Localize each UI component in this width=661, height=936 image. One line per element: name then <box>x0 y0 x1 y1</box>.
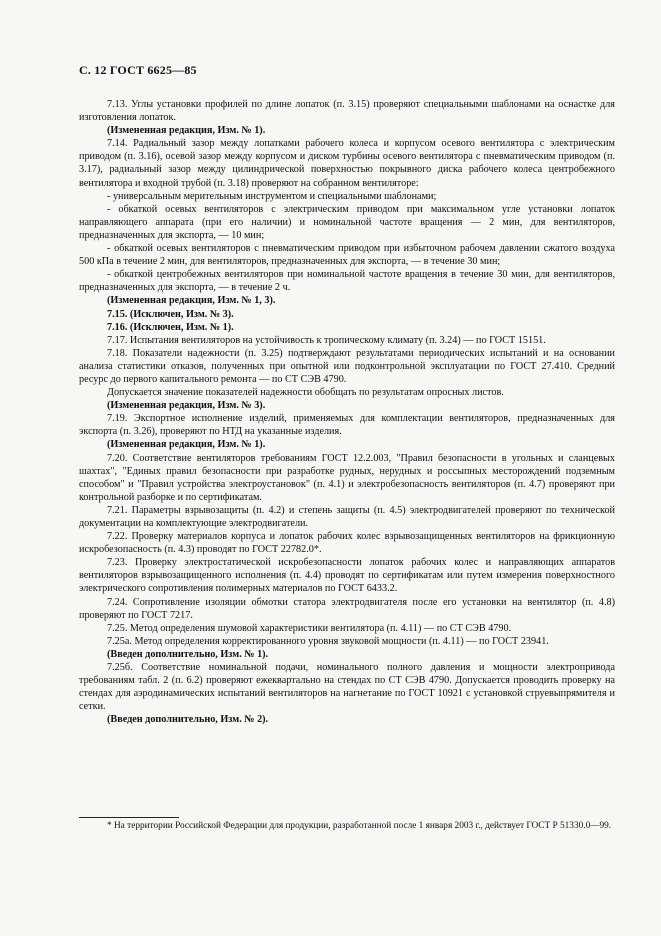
paragraph: 7.21. Параметры взрывозащиты (п. 4.2) и степень защиты (п. 4.5) электродвигателей проверяют по технической документации на комплектующие электродвигатели. <box>79 504 615 529</box>
paragraph: 7.23. Проверку электростатической искробезопасности лопаток рабочих колес и направляющих аппаратов вентиляторов взрывозащищенного исполнения (п. 4.4) проводят по сертификатам или путем измерения поверхностного электрического сопротивления полимерных материалов по ГОСТ 6433.2. <box>79 557 615 595</box>
paragraph: - обкаткой центробежных вентиляторов при номинальной частоте вращения в течение 30 мин, для вентиляторов, предназначенных для экспорта, — в течение 2 ч. <box>79 269 615 294</box>
amendment-note: (Введен дополнительно, Изм. № 1). <box>107 648 269 660</box>
paragraph: 7.14. Радиальный зазор между лопатками рабочего колеса и корпусом осевого вентилятора с электрическим приводом (п. 3.16), осевой зазор между корпусом и диском турбины осевого вентилятора с пневматическим приводом (п. 3.17), радиальный зазор между цилиндрической поверхностью покрывного диска рабочего колеса центробежного вентилятора и входной трубой (п. 3.18) проверяют на собранном вентиляторе: <box>79 138 615 189</box>
paragraph: 7.25б. Соответствие номинальной подачи, номинального полного давления и мощности электропривода требованиям табл. 2 (п. 6.2) проверяют ежеквартально на стендах по СТ СЭВ 4790. Допускается проводить проверку на стендах для аэродинамических испытаний вентиляторов на нагнетание по ГОСТ 10921 с установкой струевыпрямителя и сетки. <box>79 662 615 713</box>
paragraph: - обкаткой осевых вентиляторов с пневматическим приводом при избыточном рабочем давлении сжатого воздуха 500 кПа в течение 2 мин, для вентиляторов, предназначенных для экспорта, — в течение 30 мин; <box>79 243 615 268</box>
amendment-note: 7.15. (Исключен, Изм. № 3). <box>107 308 234 320</box>
paragraph: 7.18. Показатели надежности (п. 3.25) подтверждают результатами периодических испытаний и на основании анализа статистики отказов, полученных при опытной или подконтрольной эксплуатации по ГОСТ 27.410. Средний ресурс до первого капитального ремонта — по СТ СЭВ 4790. <box>79 347 615 385</box>
amendment-note: 7.16. (Исключен, Изм. № 1). <box>107 321 234 333</box>
page-header: С. 12 ГОСТ 6625—85 <box>79 63 197 77</box>
amendment-note: (Измененная редакция, Изм. № 3). <box>107 400 266 412</box>
document-body <box>79 98 615 727</box>
amendment-note: (Измененная редакция, Изм. № 1). <box>107 125 266 137</box>
amendment-note: (Измененная редакция, Изм. № 1, 3). <box>107 295 276 307</box>
paragraph: 7.25а. Метод определения корректированного уровня звуковой мощности (п. 4.11) — по ГОСТ 23941. <box>107 635 549 647</box>
paragraph: - универсальным мерительным инструментом и специальными шаблонами; <box>107 190 437 202</box>
paragraph: 7.25. Метод определения шумовой характеристики вентилятора (п. 4.11) — по СТ СЭВ 4790. <box>107 622 512 634</box>
paragraph: 7.22. Проверку материалов корпуса и лопаток рабочих колес взрывозащищенных вентиляторов на фрикционную искробезопасность (п. 4.3) проводят по ГОСТ 22782.0*. <box>79 531 615 556</box>
paragraph: 7.17. Испытания вентиляторов на устойчивость к тропическому климату (п. 3.24) — по ГОСТ 15151. <box>107 334 546 346</box>
paragraph: - обкаткой осевых вентиляторов с электрическим приводом при максимальном угле установки лопаток направляющего аппарата (при его наличии) и номинальной частоте вращения — 2 мин, для вентиляторов, предназначенных для экспорта, — 10 мин; <box>79 203 615 241</box>
paragraph: 7.13. Углы установки профилей по длине лопаток (п. 3.15) проверяют специальными шаблонами на оснастке для изготовления лопаток. <box>79 99 615 124</box>
footnote: * На территории Российской Федерации для продукции, разработанной после 1 января 2003 г., действует ГОСТ Р 51330.0—99. <box>107 821 612 831</box>
paragraph: 7.24. Сопротивление изоляции обмотки статора электродвигателя после его установки на вентилятор (п. 4.8) проверяют по ГОСТ 7217. <box>79 596 615 621</box>
amendment-note: (Введен дополнительно, Изм. № 2). <box>107 714 269 726</box>
amendment-note: (Измененная редакция, Изм. № 1). <box>107 439 266 451</box>
paragraph: 7.20. Соответствие вентиляторов требованиям ГОСТ 12.2.003, "Правил безопасности в угольных и сланцевых шахтах", "Единых правил безопасности при разработке рудных, нерудных и россыпных месторождений подземным способом" и "Правил устройства электроустановок" (п. 4.1) и электробезопасность вентиляторов (п. 4.7) проверяют при контрольной разборке и по сертификатам. <box>79 452 615 503</box>
footnote-divider <box>79 817 179 818</box>
paragraph: 7.19. Экспортное исполнение изделий, применяемых для комплектации вентиляторов, предназначенных для экспорта (п. 3.26), проверяют по НТД на указанные изделия. <box>79 413 615 438</box>
paragraph: Допускается значение показателей надежности обобщать по результатам опросных листов. <box>107 387 504 399</box>
